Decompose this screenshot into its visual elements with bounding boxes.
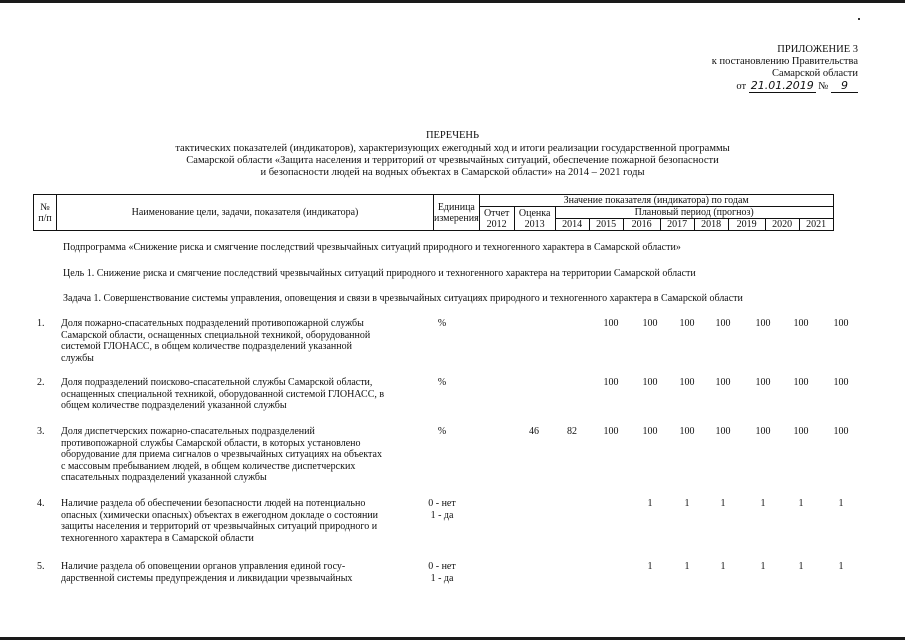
- value-2021: 100: [833, 426, 849, 437]
- header-name-cell: Наименование цели, задачи, показателя (индикатора): [57, 195, 434, 231]
- value-2019: 1: [760, 498, 766, 509]
- value-2015: 100: [603, 318, 619, 329]
- row-unit: [421, 318, 463, 330]
- value-2016: 100: [642, 377, 658, 388]
- row-number: 1.: [37, 318, 45, 329]
- value-2017: 100: [679, 426, 695, 437]
- document-title-line-1: тактических показателей (индикаторов), характеризующих ежегодный ход и итоги реализации государственной программы: [175, 143, 730, 154]
- value-2020: 100: [793, 377, 809, 388]
- row-description-line: Доля подразделений поисково-спасательной службы Самарской области,: [61, 377, 373, 388]
- value-2016: 100: [642, 426, 658, 437]
- header-estimate-year: 2013: [524, 218, 545, 230]
- header-number-symbol: №: [40, 201, 50, 213]
- header-estimate-label: Оценка: [518, 207, 551, 219]
- row-description-line: оснащенных специальной техникой, оборудованной системой ГЛОНАСС, в: [61, 388, 385, 400]
- appendix-date-line: [600, 80, 858, 93]
- row-description-line: Наличие раздела об оповещении органов управления единой госу-: [61, 561, 346, 572]
- indicator-table-header: [33, 194, 834, 231]
- header-year-cell: 2019: [728, 219, 765, 231]
- handwritten-date: 21.01.2019: [750, 79, 814, 92]
- header-year-cell: 2015: [589, 219, 623, 231]
- value-2018: 1: [720, 498, 726, 509]
- value-2020: 1: [798, 561, 804, 572]
- row-unit-line: %: [437, 318, 447, 329]
- value-2021: 100: [833, 377, 849, 388]
- value-2016: 100: [642, 318, 658, 329]
- task-heading: Задача 1. Совершенствование системы управления, оповещения и связи в чрезвычайных ситуациях природного и техногенного характера в Самарской области: [63, 293, 743, 304]
- row-number: 3.: [37, 426, 45, 437]
- header-report-label: Отчет: [483, 207, 510, 219]
- row-unit: [421, 498, 463, 521]
- number-prefix: №: [818, 81, 829, 92]
- value-2018: 1: [720, 561, 726, 572]
- document-title-line-2: Самарской области «Защита населения и территорий от чрезвычайных ситуаций, обеспечение пожарной безопасности: [186, 155, 719, 166]
- header-year-cell: 2017: [660, 219, 694, 231]
- row-description-line: техногенного характера в Самарской области: [61, 532, 254, 544]
- row-description-line: Наличие раздела об обеспечении безопасности людей на потенциально: [61, 498, 366, 509]
- header-year-cell: 2014: [555, 219, 589, 231]
- goal-heading: Цель 1. Снижение риска и смягчение последствий чрезвычайных ситуаций природного и техногенного характера на территории Самарской области: [63, 268, 696, 279]
- value-2020: 100: [793, 426, 809, 437]
- value-2021: 100: [833, 318, 849, 329]
- subprogram-heading: Подпрограмма «Снижение риска и смягчение последствий чрезвычайных ситуаций природного и техногенного характера в Самарской области»: [63, 242, 681, 253]
- value-2019: 100: [755, 318, 771, 329]
- row-description-line: Доля диспетчерских пожарно-спасательных подразделений: [61, 426, 315, 437]
- value-2020: 100: [793, 318, 809, 329]
- appendix-line-region: Самарской области: [772, 68, 858, 79]
- row-description-line: службы: [61, 352, 94, 364]
- document-title-line-3: и безопасности людей на водных объектах в Самарской области» на 2014 – 2021 годы: [260, 167, 645, 178]
- header-unit-line-1: Единица: [437, 201, 475, 213]
- value-2017: 100: [679, 318, 695, 329]
- value-2015: 100: [603, 426, 619, 437]
- row-description: [61, 377, 411, 412]
- row-description-line: защиты населения и территорий от чрезвычайных ситуаций природного и: [61, 521, 378, 532]
- row-unit: [421, 377, 463, 389]
- row-description: [61, 498, 411, 544]
- value-2020: 1: [798, 498, 804, 509]
- row-unit-line: %: [437, 426, 447, 437]
- value-2021: 1: [838, 498, 844, 509]
- row-unit-line: 0 - нет: [428, 498, 456, 509]
- document-heading: ПЕРЕЧЕНЬ: [425, 130, 480, 141]
- row-description-line: Самарской области, оснащенных специальной техникой, оборудованной: [61, 329, 371, 341]
- header-number-abbr: п/п: [38, 212, 52, 224]
- value-2019: 100: [755, 377, 771, 388]
- row-unit: [421, 426, 463, 438]
- value-2014: 82: [567, 426, 577, 437]
- header-year-cell: 2016: [623, 219, 660, 231]
- row-description-line: с массовым пребыванием людей, в общем количестве диспетчерских: [61, 460, 356, 472]
- row-unit: [421, 561, 463, 584]
- date-prefix: от: [736, 81, 747, 92]
- value-2017: 100: [679, 377, 695, 388]
- header-values-group: Значение показателя (индикатора) по годам: [479, 195, 833, 207]
- value-2018: 100: [715, 377, 731, 388]
- row-number: 5.: [37, 561, 45, 572]
- header-report-year: 2012: [486, 218, 507, 230]
- value-2021: 1: [838, 561, 844, 572]
- row-description: [61, 426, 411, 484]
- row-description: [61, 318, 411, 364]
- appendix-line-resolution: к постановлению Правительства: [711, 56, 858, 67]
- appendix-block: [600, 44, 858, 93]
- row-description: [61, 561, 411, 584]
- row-description-line: спасательных подразделений указанной службы: [61, 472, 267, 483]
- scan-speck: [858, 18, 860, 20]
- header-unit-cell: [434, 195, 480, 231]
- value-2013: 46: [529, 426, 539, 437]
- appendix-title: ПРИЛОЖЕНИЕ 3: [777, 44, 858, 55]
- header-number-cell: [34, 195, 57, 231]
- header-year-cell: 2018: [694, 219, 728, 231]
- row-unit-line: 0 - нет: [428, 561, 456, 572]
- value-2018: 100: [715, 426, 731, 437]
- row-description-line: общем количестве подразделений указанной службы: [61, 400, 287, 411]
- row-description-line: опасных (химически опасных) объектах в ежегодном докладе о состоянии: [61, 509, 379, 521]
- value-2018: 100: [715, 318, 731, 329]
- header-year-cell: 2020: [765, 219, 799, 231]
- row-number: 4.: [37, 498, 45, 509]
- header-plan-period: Плановый период (прогноз): [555, 207, 833, 219]
- value-2019: 1: [760, 561, 766, 572]
- row-unit-line: 1 - да: [430, 509, 454, 521]
- header-report-cell: [479, 207, 514, 231]
- scan-top-border: [0, 0, 905, 3]
- value-2016: 1: [647, 498, 653, 509]
- value-2017: 1: [684, 561, 690, 572]
- row-description-line: Доля пожарно-спасательных подразделений противопожарной службы: [61, 318, 364, 329]
- row-description-line: противопожарной службы Самарской области, в которых установлено: [61, 437, 361, 449]
- row-description-line: оборудование для приема сигналов о чрезвычайных ситуациях на объектах: [61, 449, 382, 460]
- value-2016: 1: [647, 561, 653, 572]
- header-unit-line-2: измерения: [434, 212, 479, 224]
- row-description-line: дарственной системы предупреждения и ликвидации чрезвычайных: [61, 572, 353, 584]
- value-2015: 100: [603, 377, 619, 388]
- header-estimate-cell: [514, 207, 555, 231]
- value-2017: 1: [684, 498, 690, 509]
- row-description-line: системой ГЛОНАСС, в общем количестве подразделений указанной: [61, 341, 352, 352]
- row-number: 2.: [37, 377, 45, 388]
- row-unit-line: 1 - да: [430, 572, 454, 584]
- value-2019: 100: [755, 426, 771, 437]
- row-unit-line: %: [437, 377, 447, 388]
- header-year-cell: 2021: [799, 219, 833, 231]
- handwritten-number: 9: [831, 79, 858, 93]
